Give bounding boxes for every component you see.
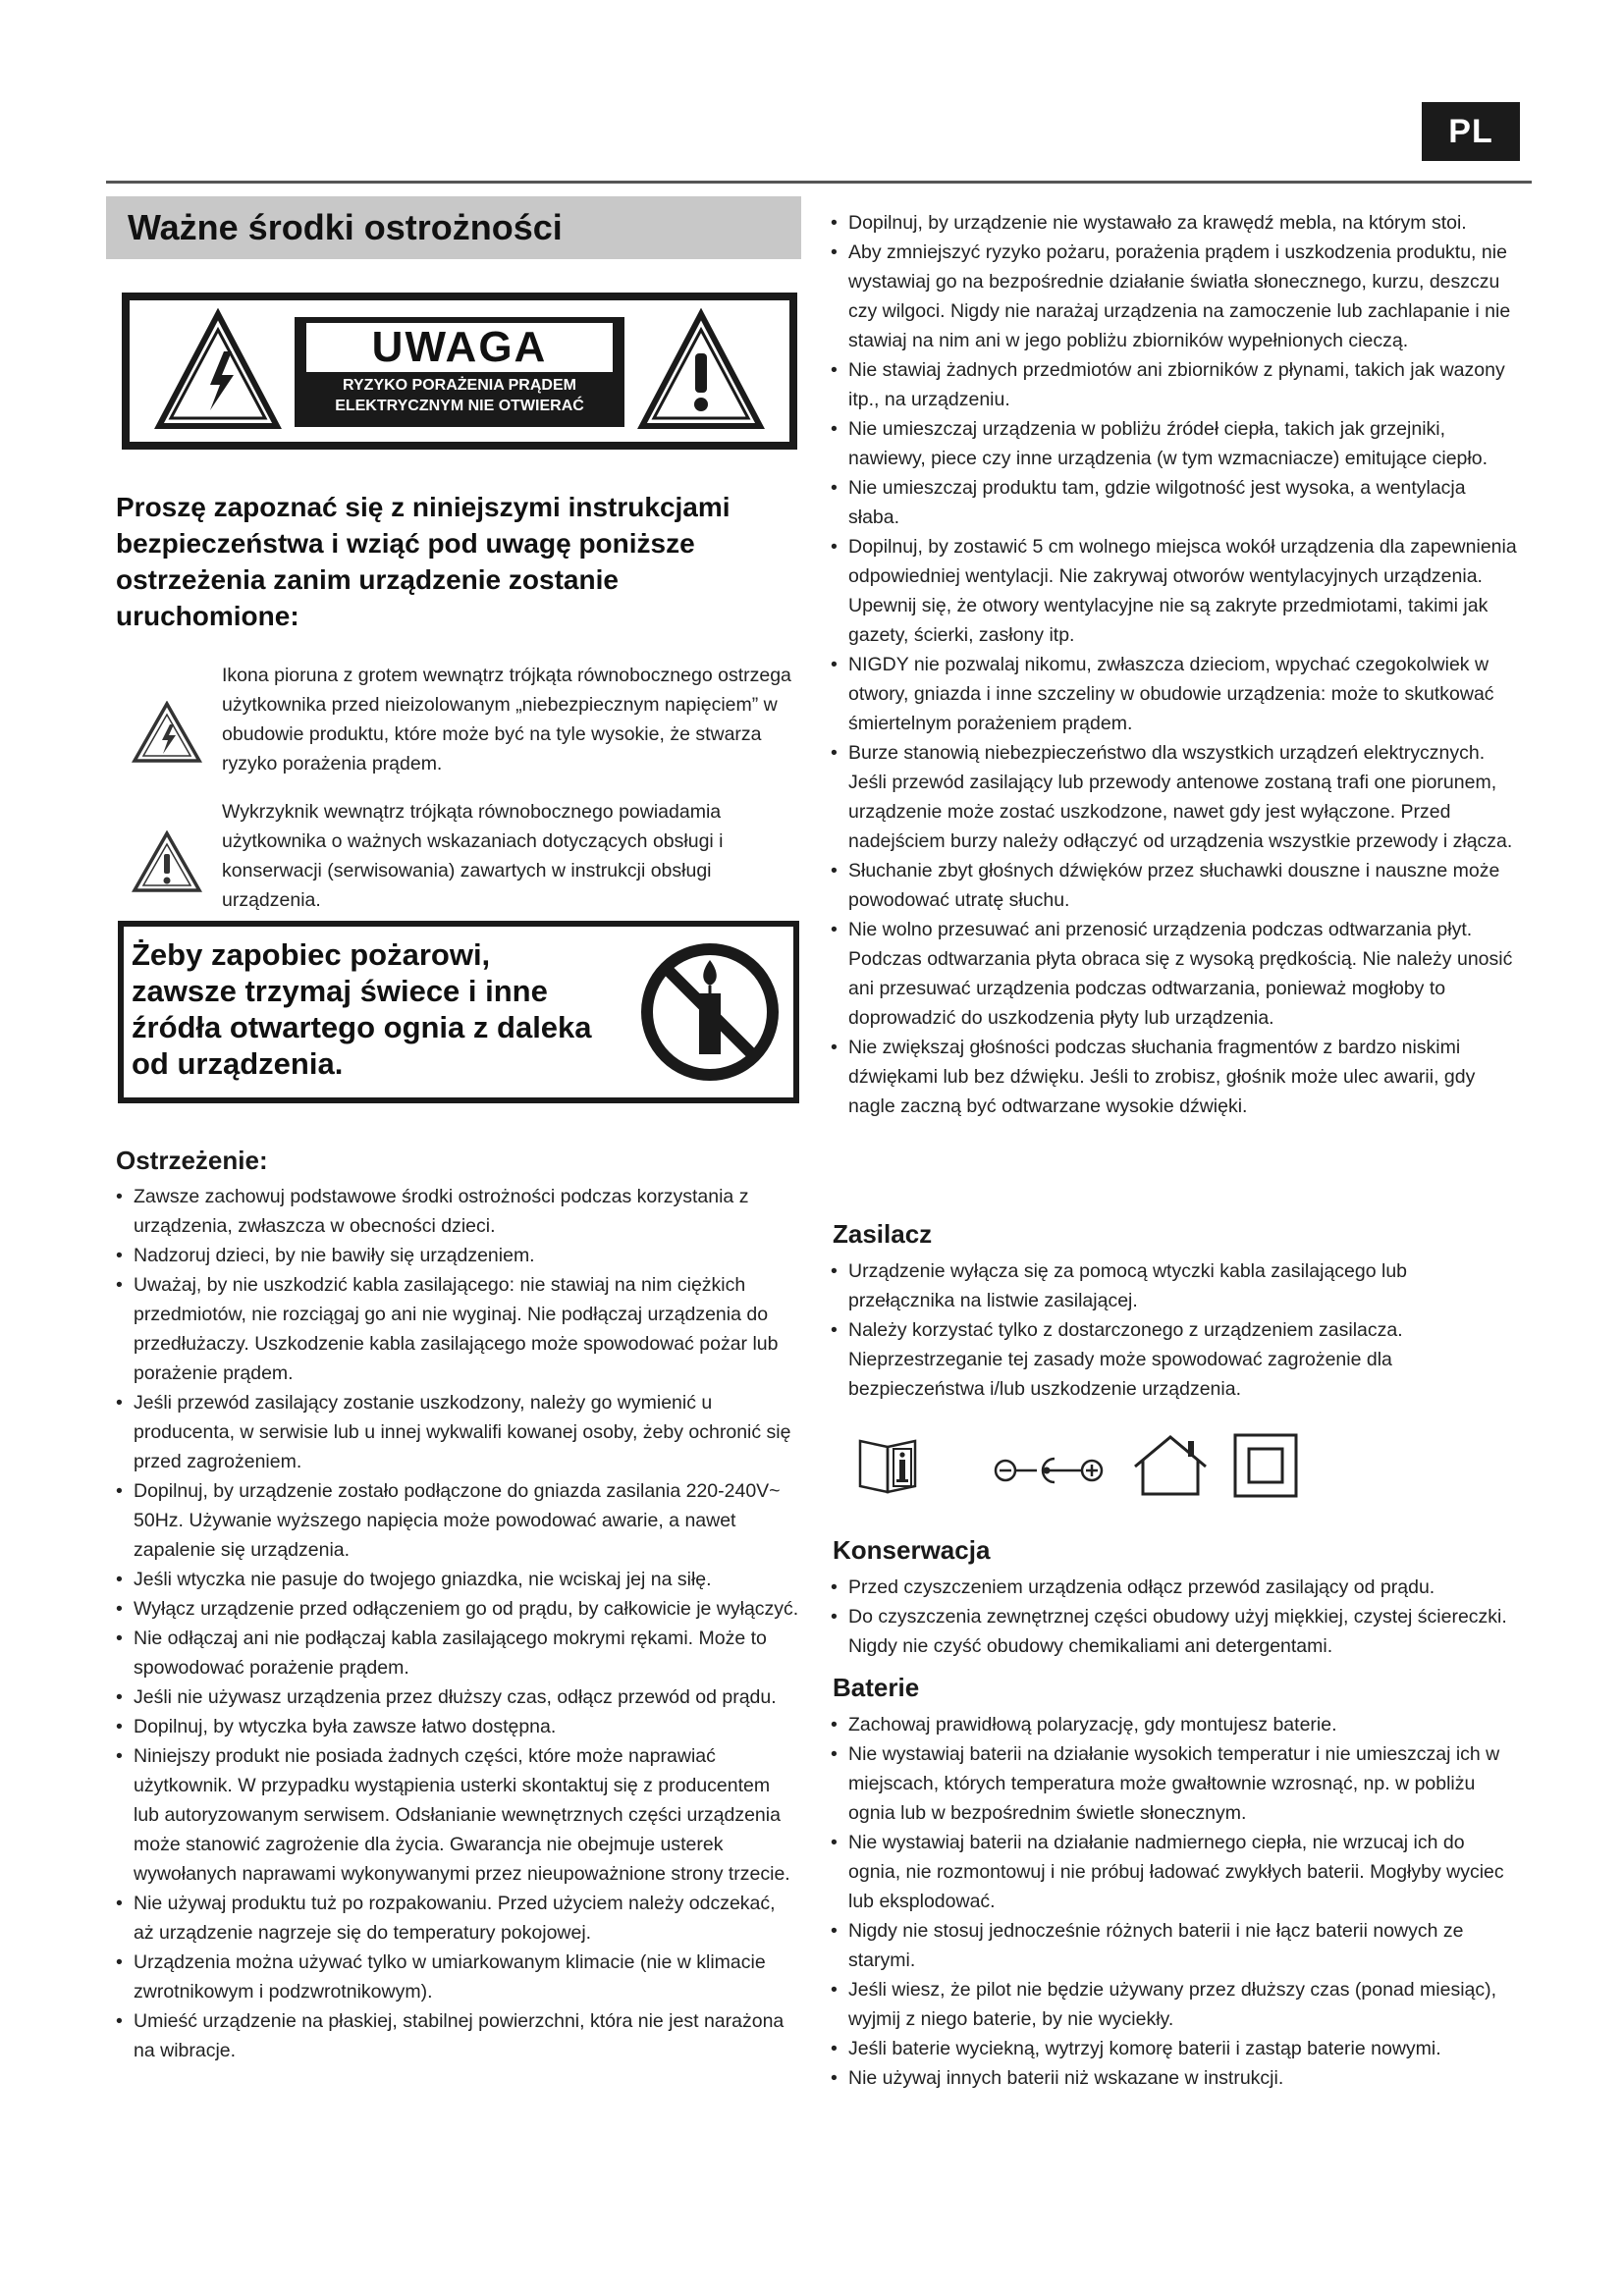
list-item: • Nie umieszczaj produktu tam, gdzie wilgotność jest wysoka, a wentylacja słaba. [831,473,1518,532]
maintenance-heading: Konserwacja [833,1535,991,1565]
lightning-triangle-icon [132,701,202,764]
list-item: • Burze stanowią niebezpieczeństwo dla wszystkich urządzeń elektrycznych. Jeśli przewód zasilający lub przewody antenowe zostaną trafi one piorunem, urządzenie może zostać uszkodzone, nawet gdy jest wyłączone. Przed nadejściem burzy należy odłączyć od urządzenia wszystkie przewody i złącza. [831,738,1518,856]
no-open-flame-icon [636,938,784,1086]
lightning-triangle-icon [153,308,283,434]
intro-heading: Proszę zapoznać się z niniejszymi instrukcjami bezpieczeństwa i wziąć pod uwagę poniższe ostrzeżenia zanim urządzenie zostanie uruchomione: [116,492,731,631]
power-supply-list [831,1256,1518,1404]
list-item: • Jeśli wtyczka nie pasuje do twojego gniazdka, nie wciskaj jej na siłę. [116,1565,799,1594]
list-item: • Nadzoruj dzieci, by nie bawiły się urządzeniem. [116,1241,799,1270]
list-item: • Urządzenie wyłącza się za pomocą wtyczki kabla zasilającego lub przełącznika na listwie zasilającej. [831,1256,1518,1315]
list-item: • Nie używaj innych baterii niż wskazane w instrukcji. [831,2063,1518,2093]
list-item: • Nie zwiększaj głośności podczas słuchania fragmentów z bardzo niskimi dźwiękami lub bez dźwięku. Jeśli to zrobisz, głośnik może ulec awarii, gdy nagle zaczną być odtwarzane wysokie dźwięki. [831,1033,1518,1121]
list-item: • Aby zmniejszyć ryzyko pożaru, porażenia prądem i uszkodzenia produktu, nie wystawiaj go na bezpośrednie działanie światła słonecznego, kurzu, deszczu czy wilgoci. Nigdy nie narażaj urządzenia na zamoczenie lub zachlapanie i nie stawiaj na nim ani w jego pobliżu zbiorników wypełnionych cieczą. [831,238,1518,355]
list-item: • Niniejszy produkt nie posiada żadnych części, które może naprawiać użytkownik. W przypadku wystąpienia usterki skontaktuj się z producentem lub autoryzowanym serwisem. Odsłanianie wewnętrznych części urządzenia może stanowić zagrożenie dla życia. Gwarancja nie obejmuje usterek wywołanych naprawami wykonywanymi przez nieupoważnione strony trzecie. [116,1741,799,1889]
list-item: • Umieść urządzenie na płaskiej, stabilnej powierzchni, która nie jest narażona na wibracje. [116,2006,799,2065]
batteries-heading: Baterie [833,1673,920,1702]
list-item: • Dopilnuj, by wtyczka była zawsze łatwo dostępna. [116,1712,799,1741]
warning-label-word: UWAGA [306,323,613,372]
double-insulation-icon [1235,1435,1296,1496]
list-item: • Dopilnuj, by urządzenie zostało podłączone do gniazda zasilania 220-240V~ 50Hz. Używanie wyższego napięcia może powodować awarie, a nawet zapalenie się urządzenia. [116,1476,799,1565]
warning-label-line2: ELEKTRYCZNYM NIE OTWIERAĆ [335,398,584,414]
fire-warning-text: Żeby zapobiec pożarowi, zawsze trzymaj świece i inne źródła otwartego ognia z daleka od urządzenia. [132,937,592,1081]
list-item: • Nie wystawiaj baterii na działanie nadmiernego ciepła, nie wrzucaj ich do ognia, nie rozmontowuj i nie próbuj ładować zwykłych baterii. Mogłyby wyciec lub eksplodować. [831,1828,1518,1916]
lightning-icon-description: Ikona pioruna z grotem wewnątrz trójkąta równobocznego ostrzega użytkownika przed nieizolowanym „niebezpiecznym napięciem” w obudowie produktu, które może być na tyle wysokie, że stwarza ryzyko porażenia prądem. [222,665,791,774]
exclamation-triangle-icon [636,308,766,434]
list-item: • Dopilnuj, by urządzenie nie wystawało za krawędź mebla, na którym stoi. [831,208,1518,238]
batteries-list [831,1710,1518,2093]
list-item: • Zawsze zachowuj podstawowe środki ostrożności podczas korzystania z urządzenia, zwłaszcza w obecności dzieci. [116,1182,799,1241]
warnings-list [116,1182,799,2065]
list-item: • Jeśli nie używasz urządzenia przez dłuższy czas, odłącz przewód od prądu. [116,1682,799,1712]
warnings-heading: Ostrzeżenie: [116,1146,268,1175]
warning-label-line1: RYZYKO PORAŻENIA PRĄDEM [343,377,576,394]
header-divider [106,181,1532,184]
list-item: • Nie wolno przesuwać ani przenosić urządzenia podczas odtwarzania płyt. Podczas odtwarzania płyta obraca się z wysoką prędkością. Nie należy unosić ani przesuwać urządzenia podczas odtwarzania, ponieważ mogłoby to doprowadzić do uszkodzenia płyty lub urządzenia. [831,915,1518,1033]
list-item: • Dopilnuj, by zostawić 5 cm wolnego miejsca wokół urządzenia dla zapewnienia odpowiedniej wentylacji. Nie zakrywaj otworów wentylacyjnych urządzenia. Upewnij się, że otwory wentylacyjne nie są zakryte przedmiotami, takimi jak gazety, ścierki, zasłony itp. [831,532,1518,650]
list-item: • Jeśli wiesz, że pilot nie będzie używany przez dłuższy czas (ponad miesiąc), wyjmij z niego baterie, by nie wyciekły. [831,1975,1518,2034]
indoor-use-icon [1135,1437,1206,1494]
list-item: • Zachowaj prawidłową polaryzację, gdy montujesz baterie. [831,1710,1518,1739]
language-badge: PL [1422,102,1520,161]
list-item: • Nie stawiaj żadnych przedmiotów ani zbiorników z płynami, takich jak wazony itp., na urządzeniu. [831,355,1518,414]
warning-label-subtext [295,375,624,416]
list-item: • Jeśli baterie wyciekną, wytrzyj komorę baterii i zastąp baterie nowymi. [831,2034,1518,2063]
exclamation-icon-description: Wykrzyknik wewnątrz trójkąta równobocznego powiadamia użytkownika o ważnych wskazaniach dotyczących obsługi i konserwacji (serwisowania) zawartych w instrukcji obsługi urządzenia. [222,801,724,911]
list-item: • Słuchanie zbyt głośnych dźwięków przez słuchawki douszne i nauszne może powodować utratę słuchu. [831,856,1518,915]
list-item: • Należy korzystać tylko z dostarczonego z urządzeniem zasilacza. Nieprzestrzeganie tej zasady może spowodować zagrożenie dla bezpieczeństwa i/lub uszkodzenie urządzenia. [831,1315,1518,1404]
list-item: • Uważaj, by nie uszkodzić kabla zasilającego: nie stawiaj na nim ciężkich przedmiotów, nie rozciągaj go ani nie wyginaj. Nie podłączaj urządzenia do przedłużaczy. Uszkodzenie kabla zasilającego może spowodować pożar lub porażenie prądem. [116,1270,799,1388]
list-item: • Urządzenia można używać tylko w umiarkowanym klimacie (nie w klimacie zwrotnikowym i podzwrotnikowym). [116,1948,799,2006]
list-item: • Nie wystawiaj baterii na działanie wysokich temperatur i nie umieszczaj ich w miejscach, których temperatura może gwałtownie wzrosnąć, np. w pobliżu ognia lub w bezpośrednim świetle słonecznym. [831,1739,1518,1828]
list-item: • Do czyszczenia zewnętrznej części obudowy użyj miękkiej, czystej ściereczki. Nigdy nie czyść obudowy chemikaliami ani detergentami. [831,1602,1518,1661]
list-item: • Nie umieszczaj urządzenia w pobliżu źródeł ciepła, takich jak grzejniki, nawiewy, piece czy inne urządzenia (w tym wzmacniacze) emitujące ciepło. [831,414,1518,473]
list-item: • NIGDY nie pozwalaj nikomu, zwłaszcza dzieciom, wpychać czegokolwiek w otwory, gniazda i inne szczeliny w obudowie urządzenia: może to skutkować śmiertelnym porażeniem prądem. [831,650,1518,738]
list-item: • Jeśli przewód zasilający zostanie uszkodzony, należy go wymienić u producenta, w serwisie lub u innej wykwalifi kowanej osoby, żeby ochronić się przed zagrożeniem. [116,1388,799,1476]
list-item: • Nie odłączaj ani nie podłączaj kabla zasilającego mokrymi rękami. Może to spowodować porażenie prądem. [116,1624,799,1682]
manual-info-icon [860,1441,915,1492]
safety-list-continued [831,208,1518,1121]
list-item: • Nigdy nie stosuj jednocześnie różnych baterii i nie łącz baterii nowych ze starymi. [831,1916,1518,1975]
page-title: Ważne środki ostrożności [128,207,563,247]
exclamation-triangle-icon [132,830,202,893]
list-item: • Przed czyszczeniem urządzenia odłącz przewód zasilający od prądu. [831,1573,1518,1602]
dc-polarity-icon [996,1459,1102,1482]
list-item: • Wyłącz urządzenie przed odłączeniem go od prądu, by całkowicie je wyłączyć. [116,1594,799,1624]
power-supply-heading: Zasilacz [833,1219,933,1249]
power-supply-symbols [854,1427,1306,1498]
maintenance-list [831,1573,1518,1661]
list-item: • Nie używaj produktu tuż po rozpakowaniu. Przed użyciem należy odczekać, aż urządzenie nagrzeje się do temperatury pokojowej. [116,1889,799,1948]
